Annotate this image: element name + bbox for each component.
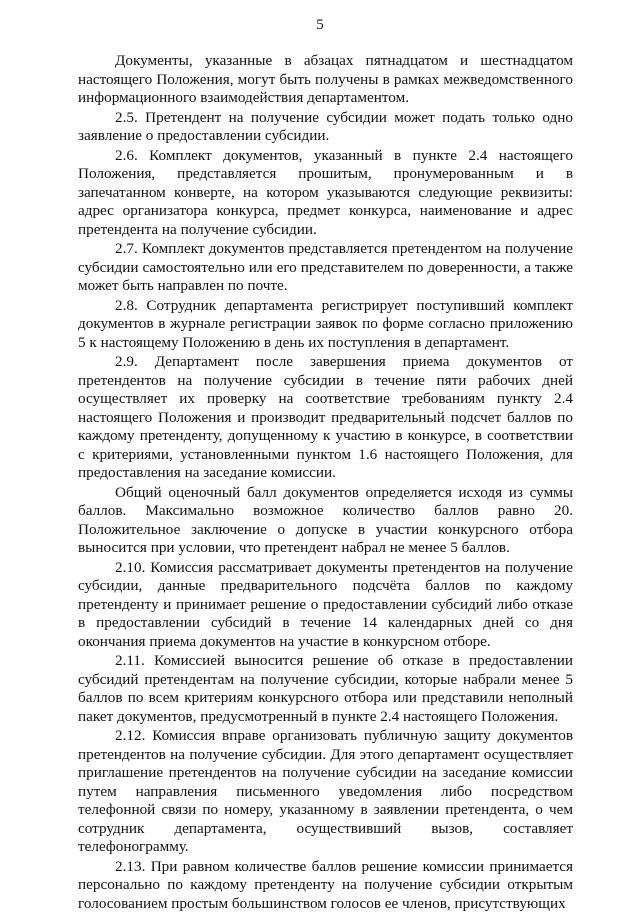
paragraph-2-13: 2.13. При равном количестве баллов решение комиссии принимается персонально по каждому претенденту на получение субсидии открытым голосованием простым большинством голосов ее членов, присутствующих xyxy=(78,857,573,912)
paragraph-2-11: 2.11. Комиссией выносится решение об отказе в предоставлении субсидий претендентам на получение субсидии, которые набрали менее 5 баллов по всем критериям конкурсного отбора или представили неполный пакет документов, предусмотренный в пункте 2.4 настоящего Положения. xyxy=(78,652,573,725)
paragraph-2-8: 2.8. Сотрудник департамента регистрирует поступивший комплект документов в журнале регистрации заявок по форме согласно приложению 5 к настоящему Положению в день их поступления в департамент. xyxy=(78,296,573,351)
paragraph-2-6: 2.6. Комплект документов, указанный в пункте 2.4 настоящего Положения, представляется прошитым, пронумерованным и в запечатанном конверте, на котором указываются следующие реквизиты: адрес организатора конкурса, предмет конкурса, наименование и адрес претендента на получение субсидии. xyxy=(78,146,573,238)
paragraph-2-7: 2.7. Комплект документов представляется претендентом на получение субсидии самостоятельно или его представителем по доверенности, а также может быть направлен по почте. xyxy=(78,240,573,294)
paragraph-2-9: 2.9. Департамент после завершения приема документов от претендентов на получение субсидии в течение пяти рабочих дней осуществляет их проверку на соответствие требованиям пункту 2.4 настоящего Положения и производит предварительный подсчет баллов по каждому претенденту, допущенному к участию в конкурсе, в соответствии с критериями, установленными пунктом 1.6 настоящего Положения, для предоставления на заседание комиссии. xyxy=(78,353,573,481)
document-body xyxy=(78,52,573,914)
paragraph-2-12: 2.12. Комиссия вправе организовать публичную защиту документов претендентов на получение субсидии. Для этого департамент осуществляет приглашение претендентов на получение субсидии на заседание комиссии путем направления письменного уведомления либо посредством телефонной связи по номеру, указанному в заявлении претендента, о чем сотрудник департамента, осуществивший вызов, составляет телефонограмму. xyxy=(78,727,573,855)
paragraph-total-score: Общий оценочный балл документов определяется исходя из суммы баллов. Максимально возможное количество баллов равно 20. Положительное заключение о допуске в участии конкурсного отбора выносится при условии, что претендент набрал не менее 5 баллов. xyxy=(78,483,573,556)
paragraph-documents-interagency: Документы, указанные в абзацах пятнадцатом и шестнадцатом настоящего Положения, могут быть получены в рамках межведомственного информационного взаимодействия департаментом. xyxy=(78,52,573,106)
paragraph-2-10: 2.10. Комиссия рассматривает документы претендентов на получение субсидии, данные предварительного подсчёта баллов по каждому претенденту и принимает решение о предоставлении субсидий либо отказе в предоставлении субсидий в течение 14 календарных дней со дня окончания приема документов на участие в конкурсном отборе. xyxy=(78,558,573,650)
paragraph-2-5: 2.5. Претендент на получение субсидии может подать только одно заявление о предоставлении субсидии. xyxy=(78,108,573,144)
page-number: 5 xyxy=(316,17,324,33)
